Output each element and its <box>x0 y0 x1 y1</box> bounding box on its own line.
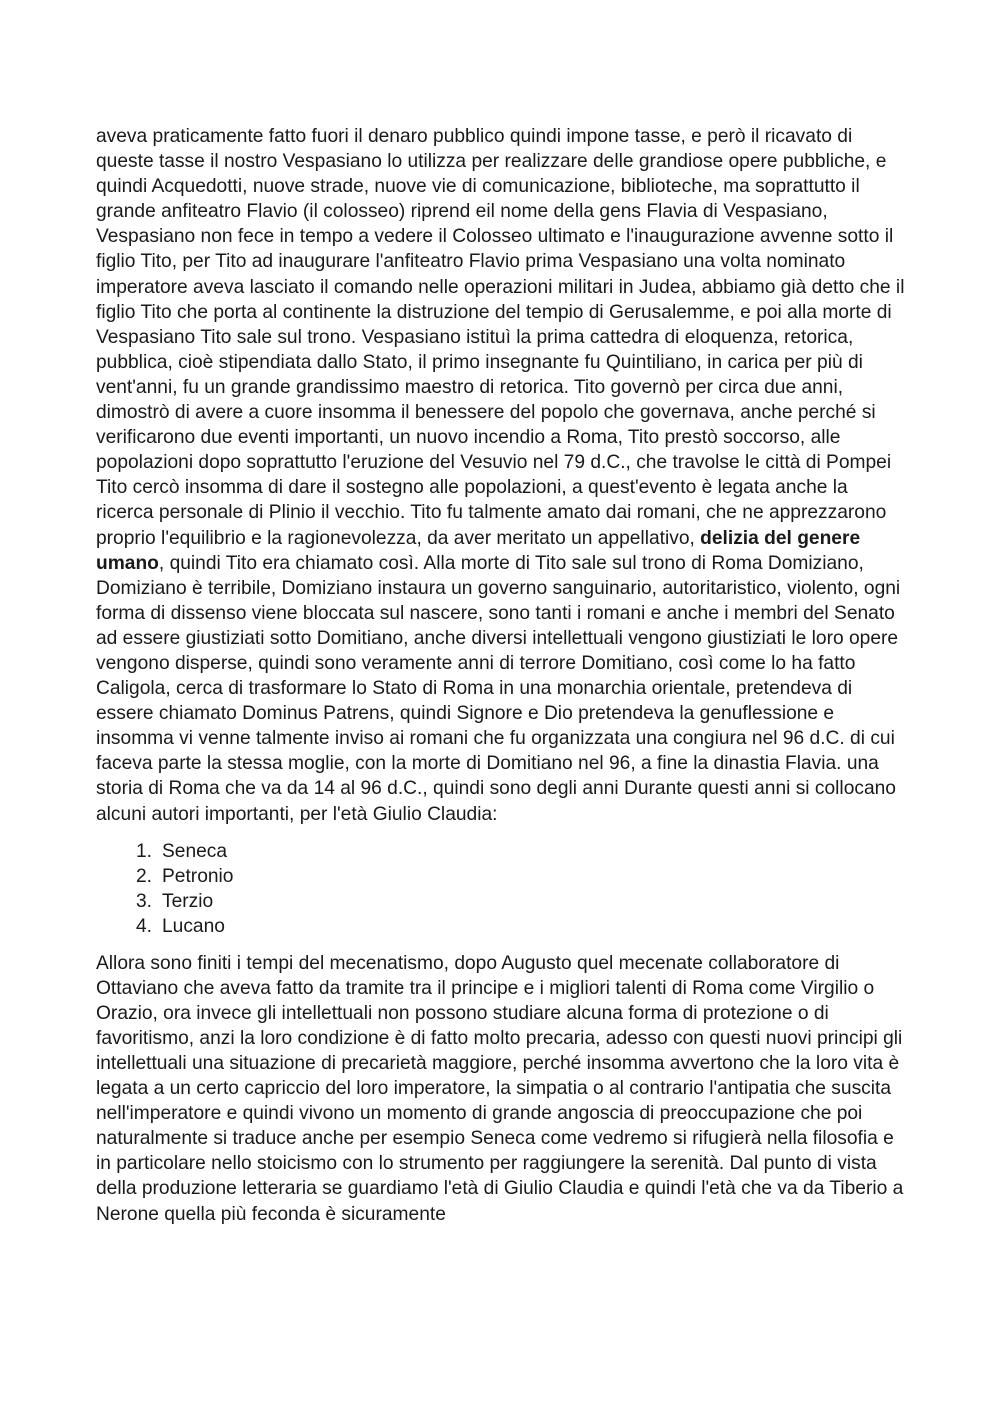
paragraph-1-text-b: , quindi Tito era chiamato così. Alla morte di Tito sale sul trono di Roma Domiziano, Domiziano è terribile, Domiziano instaura un governo sanguinario, autoritaristico, violento, ogni forma di dissenso viene bloccata sul nascere, sono tanti i romani e anche i membri del Senato ad essere giustiziati sotto Domitiano, anche diversi intellettuali vengono giustiziati le loro opere vengono disperse, quindi sono veramente anni di terrore Domitiano, così come lo ha fatto Caligola, cerca di trasformare lo Stato di Roma in una monarchia orientale, pretendeva di essere chiamato Dominus Patrens, quindi Signore e Dio pretendeva la genuflessione e insomma vi venne talmente inviso ai romani che fu organizzata una congiura nel 96 d.C. di cui faceva parte la stessa moglie, con la morte di Domitiano nel 96, a fine la dinastia Flavia. una storia di Roma che va da 14 al 96 d.C., quindi sono degli anni Durante questi anni si collocano alcuni autori importanti, per l'età Giulio Claudia: <box>96 552 901 825</box>
list-item-number: 1. <box>135 840 152 862</box>
list-item-text: Petronio <box>162 865 234 887</box>
paragraph-2: Allora sono finiti i tempi del mecenatismo, dopo Augusto quel mecenate collaboratore di Ottaviano che aveva fatto da tramite tra il principe e i migliori talenti di Roma come Virgilio o Orazio, ora invece gli intellettuali non possono studiare alcuna forma di protezione o di favoritismo, anzi la loro condizione è di fatto molto precaria, adesso con questi nuovi principi gli intellettuali una situazione di precarietà maggiore, perché insomma avvertono che la loro vita è legata a un certo capriccio del loro imperatore, la simpatia o al contrario l'antipatia che suscita nell'imperatore e quindi vivono un momento di grande angoscia di preoccupazione che poi naturalmente si traduce anche per esempio Seneca come vedremo si rifugierà nella filosofia e in particolare nello stoicismo con lo strumento per raggiungere la serenità. Dal punto di vista della produzione letteraria se guardiamo l'età di Giulio Claudia e quindi l'età che va da Tiberio a Nerone quella più feconda è sicuramente <box>96 952 904 1225</box>
list-item-text: Lucano <box>162 915 225 937</box>
paragraph-1-bold-phrase: delizia del genere umano <box>96 527 861 574</box>
list-item-text: Terzio <box>162 890 214 912</box>
paragraph-1 <box>96 124 908 827</box>
list-item-number: 3. <box>135 890 152 912</box>
paragraph-1-text-a: aveva praticamente fatto fuori il denaro pubblico quindi impone tasse, e però il ricavato di queste tasse il nostro Vespasiano lo utilizza per realizzare delle grandiose opere pubbliche, e quindi Acquedotti, nuove strade, nuove vie di comunicazione, biblioteche, ma soprattutto il grande anfiteatro Flavio (il colosseo) riprend eil nome della gens Flavia di Vespasiano, Vespasiano non fece in tempo a vedere il Colosseo ultimato e l'inaugurazione avvenne sotto il figlio Tito, per Tito ad inaugurare l'anfiteatro Flavio prima Vespasiano una volta nominato imperatore aveva lasciato il comando nelle operazioni militari in Judea, abbiamo già detto che il figlio Tito che porta al continente la distruzione del tempio di Gerusalemme, e poi alla morte di Vespasiano Tito sale sul trono. Vespasiano istituì la prima cattedra di eloquenza, retorica, pubblica, cioè stipendiata dallo Stato, il primo insegnante fu Quintiliano, in carica per più di vent'anni, fu un grande grandissimo maestro di retorica. Tito governò per circa due anni, dimostrò di avere a cuore insomma il benessere del popolo che governava, anche perché si verificarono due eventi importanti, un nuovo incendio a Roma, Tito prestò soccorso, alle popolazioni dopo soprattutto l'eruzione del Vesuvio nel 79 d.C., che travolse le città di Pompei Tito cercò insomma di dare il sostegno alle popolazioni, a quest'evento è legata anche la ricerca personale di Plinio il vecchio. Tito fu talmente amato dai romani, che ne apprezzarono proprio l'equilibrio e la ragionevolezza, da aver meritato un appellativo, <box>96 126 905 549</box>
list-item <box>96 839 908 864</box>
list-item <box>96 864 908 889</box>
list-item <box>96 914 908 939</box>
list-item-text: Seneca <box>162 840 228 862</box>
list-item-number: 2. <box>135 865 152 887</box>
list-item <box>96 889 908 914</box>
list-item-number: 4. <box>135 915 152 937</box>
authors-list <box>96 839 908 939</box>
document-page <box>96 124 908 1227</box>
